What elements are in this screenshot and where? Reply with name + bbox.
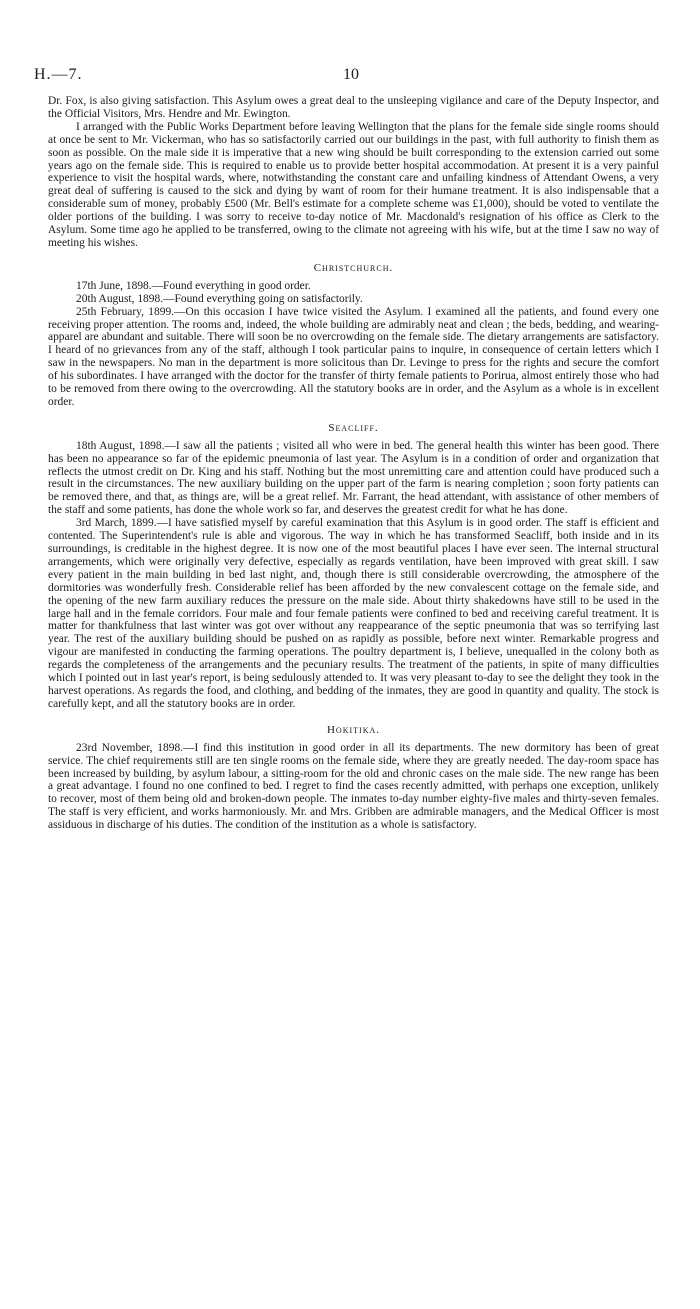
page-number: 10 — [343, 66, 359, 83]
christchurch-entry: 20th August, 1898.—Found everything going on satisfactorily. — [76, 292, 363, 305]
hokitika-entry: 23rd November, 1898.—I find this institution in good order in all its departments. The new dormitory has been of great service. The chief requirements still are ten single rooms on the female side, where they are greatly needed. The day-room space has been increased by building, by asylum labour, a sitting-room for the old and chronic cases on the male side. The new range has been a great advantage. I found no one confined to bed. I regret to find the cases recently admitted, with perhaps one exception, unlikely to recover, most of them being old and broken-down people. The inmates to-day number eighty-five males and thirty-seven females. The staff is very efficient, and works harmoniously. Mr. and Mrs. Gribben are admirable managers, and the Medical Officer is most assiduous in discharge of his duties. The condition of the institution as a whole is satisfactory. — [48, 741, 659, 832]
seacliff-entry: 18th August, 1898.—I saw all the patients ; visited all who were in bed. The general health this winter has been good. There has been no appearance so far of the epidemic pneumonia of last year. The Asylum is in a condition of order and organization that reflects the utmost credit on Dr. King and his staff. Nothing but the most unremitting care and attention could have produced such a result in the circumstances. The new auxiliary building on the upper part of the farm is nearing completion ; soon forty patients can be removed there, and that, as things are, will be a great relief. Mr. Farrant, the head attendant, with assistance of other members of the staff and some patients, has done the whole work so far, and deserves the greatest credit for what he has done. — [48, 439, 659, 517]
document-reference: H.—7. — [34, 66, 83, 83]
christchurch-entry: 25th February, 1899.—On this occasion I have twice visited the Asylum. I examined all the patients, and found every one receiving proper attention. The rooms and, indeed, the whole building are admirably neat and clean ; the beds, bedding, and wearing-apparel are abundant and suitable. There will soon be no overcrowding on the female side. The dietary arrangements are satisfactory. I heard of no grievances from any of the staff, although I took particular pains to inquire, in consequence of certain letters which I saw in the newspapers. No man in the department is more solicitous than Dr. Levinge to press for the rights and secure the comfort of his subordinates. I have arranged with the doctor for the transfer of thirty female patients to Porirua, almost entirely those who had to be removed from there owing to the overcrowding. All the statutory books are in order, and the Asylum as a whole is in excellent order. — [48, 305, 659, 408]
section-heading-seacliff: Seacliff. — [328, 421, 379, 434]
intro-paragraph: I arranged with the Public Works Department before leaving Wellington that the plans for the female side single rooms should at once be sent to Mr. Vickerman, who has so satisfactorily carried out our buildings in the past, with full authority to finish them as soon as possible. On the male side it is imperative that a new wing should be built corresponding to the extension carried out some years ago on the female side. This is required to enable us to provide better hospital accommodation. At present it is a very painful experience to visit the hospital wards, where, notwithstanding the constant care and unfailing kindness of Attendant Owens, a very great deal of suffering is caused to the sick and dying by want of room for their humane treatment. It is also indispensable that a considerable sum of money, probably £500 (Mr. Bell's estimate for a complete scheme was £1,000), should be voted to ventilate the older portions of the building. I was sorry to receive to-day notice of Mr. Macdonald's resignation of his office as Clerk to the Asylum. Some time ago he applied to be transferred, owing to the climate not agreeing with his wife, but at the time I saw no way of meeting his wishes. — [48, 120, 659, 249]
intro-paragraph: Dr. Fox, is also giving satisfaction. This Asylum owes a great deal to the unsleeping vigilance and care of the Deputy Inspector, and the Official Visitors, Mrs. Hendre and Mr. Ewington. — [48, 95, 659, 120]
seacliff-entry: 3rd March, 1899.—I have satisfied myself by careful examination that this Asylum is in good order. The staff is efficient and contented. The Superintendent's rule is able and vigorous. The way in which he has transformed Seacliff, both inside and in its surroundings, is creditable in the highest degree. It is now one of the most beautiful places I have ever seen. The internal structural arrangements, which were originally very defective, especially as regards ventilation, have been improved with great skill. I saw every patient in the main building in bed last night, and, though there is still considerable overcrowding, the atmosphere of the dormitories was wonderfully fresh. Considerable relief has been afforded by the new convalescent cottage on the female side, and the opening of the new farm auxiliary reduces the pressure on the male side. About thirty shakedowns have still to be used in the large hall and in the female corridors. Four male and four female patients were confined to bed and receiving careful treatment. It is matter for thankfulness that last winter was got over without any reappearance of the septic pneumonia that was so terrifying last year. The rest of the auxiliary building should be pushed on as rapidly as possible, before next winter. Remarkable progress and vigour are manifested in conducting the farming operations. The poultry department is, I believe, unequalled in the colony both as regards the completeness of the arrangements and the pecuniary results. The treatment of the patients, in spite of many difficulties which I pointed out in last year's report, is being sedulously attended to. It was very pleasant to-day to see the delight they took in the harvest operations. As regards the food, and clothing, and bedding of the inmates, they are good in quantity and quality. The stock is carefully kept, and all the statutory books are in order. — [48, 517, 659, 710]
christchurch-entry: 17th June, 1898.—Found everything in good order. — [76, 279, 311, 292]
document-body — [48, 95, 659, 832]
section-heading-christchurch: Christchurch. — [313, 261, 394, 274]
section-heading-hokitika: Hokitika. — [326, 723, 381, 736]
page-header — [34, 66, 666, 88]
